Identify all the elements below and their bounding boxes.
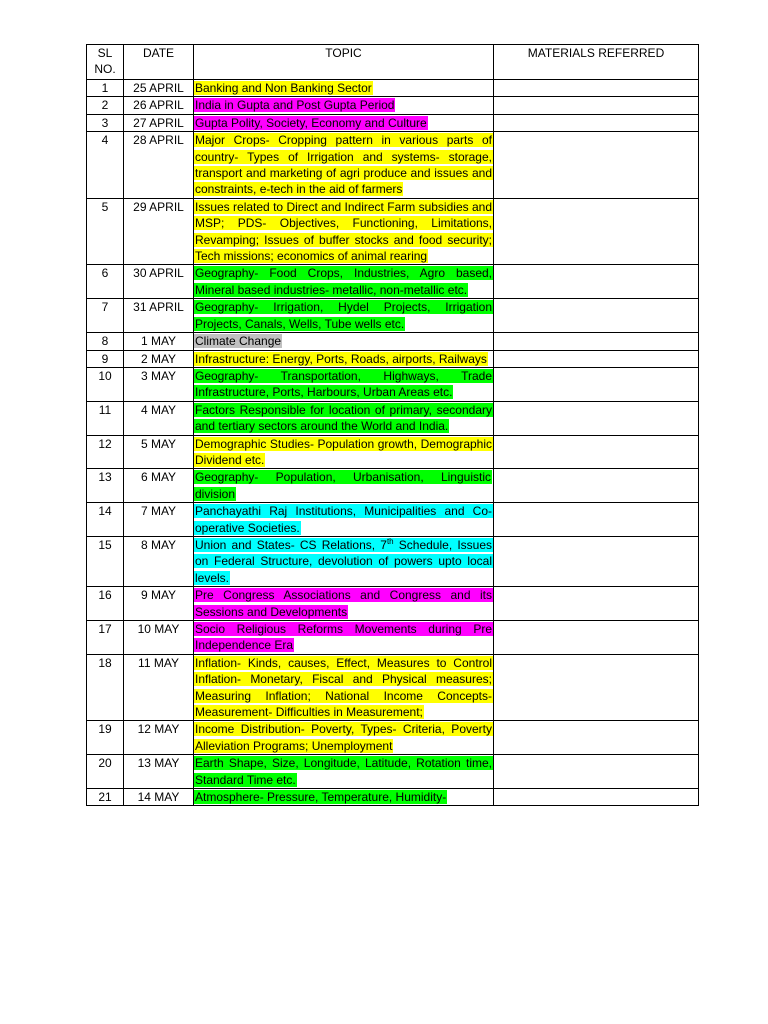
date-cell: 2 MAY xyxy=(124,350,194,367)
table-row xyxy=(87,299,699,333)
date-cell: 25 APRIL xyxy=(124,80,194,97)
sl-no-cell: 21 xyxy=(87,789,124,806)
topic-cell xyxy=(194,621,494,655)
date-cell: 4 MAY xyxy=(124,401,194,435)
table-row xyxy=(87,469,699,503)
header-sl-no: SL NO. xyxy=(87,45,124,80)
date-cell: 10 MAY xyxy=(124,621,194,655)
sl-no-cell: 6 xyxy=(87,265,124,299)
table-row xyxy=(87,503,699,537)
topic-text xyxy=(194,538,493,585)
topic-text: Earth Shape, Size, Longitude, Latitude, Rotation time, Standard Time etc. xyxy=(195,756,492,787)
materials-referred-cell xyxy=(494,536,699,586)
sl-no-cell: 12 xyxy=(87,435,124,469)
sl-no-cell: 8 xyxy=(87,333,124,350)
date-cell: 12 MAY xyxy=(124,721,194,755)
materials-referred-cell xyxy=(494,299,699,333)
header-materials-referred: MATERIALS REFERRED xyxy=(494,45,699,80)
topic-text: Income Distribution- Poverty, Types- Criteria, Poverty Alleviation Programs; Unemployment xyxy=(195,722,492,753)
materials-referred-cell xyxy=(494,114,699,131)
table-row xyxy=(87,350,699,367)
materials-referred-cell xyxy=(494,789,699,806)
date-cell: 14 MAY xyxy=(124,789,194,806)
date-cell: 13 MAY xyxy=(124,755,194,789)
topic-cell xyxy=(194,587,494,621)
table-row xyxy=(87,654,699,721)
topic-cell xyxy=(194,299,494,333)
topic-cell xyxy=(194,435,494,469)
materials-referred-cell xyxy=(494,621,699,655)
sl-no-cell: 5 xyxy=(87,198,124,265)
topic-text: Panchayathi Raj Institutions, Municipalities and Co-operative Societies. xyxy=(195,504,492,535)
table-row xyxy=(87,721,699,755)
table-row xyxy=(87,80,699,97)
topic-cell xyxy=(194,333,494,350)
topic-text: Banking and Non Banking Sector xyxy=(195,81,372,95)
topic-text: Pre Congress Associations and Congress and its Sessions and Developments xyxy=(195,588,492,619)
date-cell: 8 MAY xyxy=(124,536,194,586)
topic-text: Geography- Population, Urbanisation, Linguistic division xyxy=(195,470,491,501)
sl-no-cell: 10 xyxy=(87,367,124,401)
sl-no-cell: 16 xyxy=(87,587,124,621)
table-row xyxy=(87,621,699,655)
topic-text: Geography- Food Crops, Industries, Agro based, Mineral based industries- metallic, non-metallic etc. xyxy=(195,266,492,297)
table-row xyxy=(87,132,699,199)
sl-no-cell: 20 xyxy=(87,755,124,789)
materials-referred-cell xyxy=(494,350,699,367)
topic-text-part: Union and States- CS Relations, 7 xyxy=(195,537,387,552)
table-row xyxy=(87,367,699,401)
sl-no-cell: 7 xyxy=(87,299,124,333)
topic-cell xyxy=(194,503,494,537)
materials-referred-cell xyxy=(494,587,699,621)
table-row xyxy=(87,435,699,469)
topic-cell xyxy=(194,401,494,435)
topic-cell xyxy=(194,789,494,806)
date-cell: 9 MAY xyxy=(124,587,194,621)
table-row xyxy=(87,97,699,114)
topic-text: Socio Religious Reforms Movements during Pre Independence Era xyxy=(195,622,492,653)
topic-cell xyxy=(194,536,494,586)
topic-superscript: th xyxy=(386,536,394,546)
date-cell: 31 APRIL xyxy=(124,299,194,333)
topic-cell xyxy=(194,114,494,131)
materials-referred-cell xyxy=(494,367,699,401)
materials-referred-cell xyxy=(494,654,699,721)
materials-referred-cell xyxy=(494,333,699,350)
materials-referred-cell xyxy=(494,132,699,199)
materials-referred-cell xyxy=(494,265,699,299)
table-body xyxy=(87,80,699,806)
topic-text: Major Crops- Cropping pattern in various parts of country- Types of Irrigation and systems- storage, transport and marketing of agri produce and issues and constraints, e-tech in the aid of farmers xyxy=(195,133,492,197)
topic-text: Issues related to Direct and Indirect Farm subsidies and MSP; PDS- Objectives, Functioning, Limitations, Revamping; Issues of buffer stocks and food security; Tech missions; economics of animal rearing xyxy=(195,199,492,264)
topic-text: Climate Change xyxy=(195,334,282,349)
sl-no-cell: 19 xyxy=(87,721,124,755)
topic-text: Gupta Polity, Society, Economy and Culture xyxy=(195,115,427,130)
topic-text: Infrastructure: Energy, Ports, Roads, airports, Railways xyxy=(195,351,487,366)
date-cell: 28 APRIL xyxy=(124,132,194,199)
sl-no-cell: 17 xyxy=(87,621,124,655)
topic-cell xyxy=(194,265,494,299)
topic-text: Geography- Transportation, Highways, Trade Infrastructure, Ports, Harbours, Urban Areas etc. xyxy=(195,368,492,400)
header-date: DATE xyxy=(124,45,194,80)
table-row xyxy=(87,401,699,435)
sl-no-cell: 18 xyxy=(87,654,124,721)
materials-referred-cell xyxy=(494,80,699,97)
topic-cell xyxy=(194,469,494,503)
topic-cell xyxy=(194,97,494,114)
date-cell: 26 APRIL xyxy=(124,97,194,114)
topic-cell xyxy=(194,721,494,755)
materials-referred-cell xyxy=(494,503,699,537)
sl-no-cell: 2 xyxy=(87,97,124,114)
date-cell: 29 APRIL xyxy=(124,198,194,265)
materials-referred-cell xyxy=(494,401,699,435)
table-row xyxy=(87,755,699,789)
topic-text: Inflation- Kinds, causes, Effect, Measures to Control Inflation- Monetary, Fiscal and Physical measures; Measuring Inflation; National Income Concepts- Measurement- Difficulties in Measurement; xyxy=(195,655,492,720)
table-row xyxy=(87,536,699,586)
table-row xyxy=(87,265,699,299)
sl-no-cell: 3 xyxy=(87,114,124,131)
sl-no-cell: 14 xyxy=(87,503,124,537)
sl-no-cell: 11 xyxy=(87,401,124,435)
materials-referred-cell xyxy=(494,435,699,469)
table-row xyxy=(87,114,699,131)
date-cell: 6 MAY xyxy=(124,469,194,503)
topic-cell xyxy=(194,198,494,265)
sl-no-cell: 15 xyxy=(87,536,124,586)
topic-text: Geography- Irrigation, Hydel Projects, Irrigation Projects, Canals, Wells, Tube wells etc. xyxy=(195,300,492,331)
topic-cell xyxy=(194,80,494,97)
materials-referred-cell xyxy=(494,755,699,789)
topic-text: Factors Responsible for location of primary, secondary and tertiary sectors around the World and India. xyxy=(195,402,492,434)
materials-referred-cell xyxy=(494,97,699,114)
date-cell: 3 MAY xyxy=(124,367,194,401)
header-topic: TOPIC xyxy=(194,45,494,80)
topic-text: Atmosphere- Pressure, Temperature, Humidity- xyxy=(195,790,447,805)
sl-no-cell: 13 xyxy=(87,469,124,503)
topic-cell xyxy=(194,350,494,367)
date-cell: 30 APRIL xyxy=(124,265,194,299)
date-cell: 1 MAY xyxy=(124,333,194,350)
topic-cell xyxy=(194,755,494,789)
sl-no-cell: 9 xyxy=(87,350,124,367)
topic-text: Demographic Studies- Population growth, Demographic Dividend etc. xyxy=(195,436,492,467)
topic-cell xyxy=(194,132,494,199)
table-row xyxy=(87,198,699,265)
sl-no-cell: 4 xyxy=(87,132,124,199)
topic-cell xyxy=(194,654,494,721)
header-row xyxy=(87,45,699,80)
date-cell: 7 MAY xyxy=(124,503,194,537)
study-schedule-table xyxy=(86,44,699,806)
table-row xyxy=(87,789,699,806)
date-cell: 5 MAY xyxy=(124,435,194,469)
table-row xyxy=(87,587,699,621)
topic-text-part: Schedule, Issues on Federal Structure, devolution of powers upto local levels. xyxy=(195,537,492,585)
materials-referred-cell xyxy=(494,469,699,503)
topic-text: India in Gupta and Post Gupta Period xyxy=(195,98,395,113)
topic-cell xyxy=(194,367,494,401)
materials-referred-cell xyxy=(494,198,699,265)
materials-referred-cell xyxy=(494,721,699,755)
table-row xyxy=(87,333,699,350)
sl-no-cell: 1 xyxy=(87,80,124,97)
date-cell: 11 MAY xyxy=(124,654,194,721)
date-cell: 27 APRIL xyxy=(124,114,194,131)
